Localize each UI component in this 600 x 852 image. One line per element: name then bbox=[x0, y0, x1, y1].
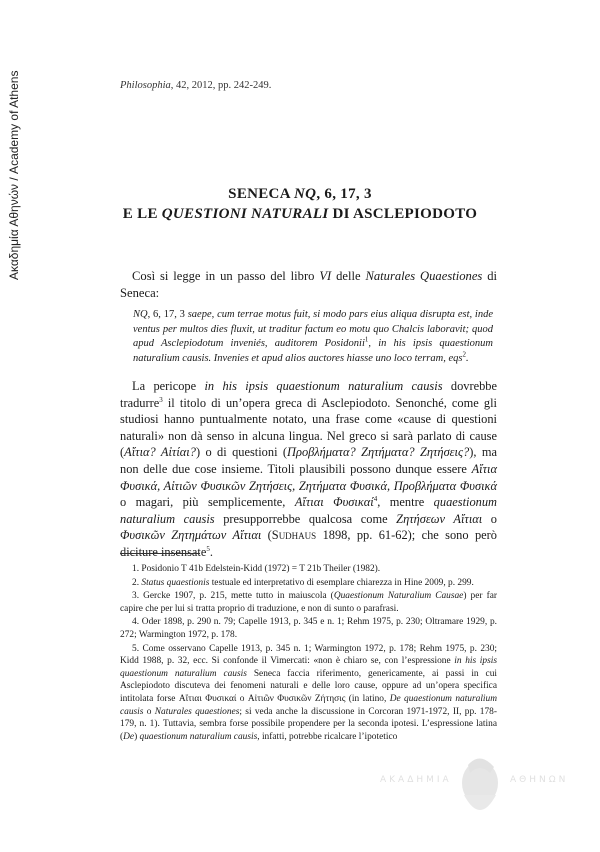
title-text: , 6, 17, 3 bbox=[316, 186, 372, 202]
academy-side-label bbox=[3, 40, 25, 280]
title-text: SENECA bbox=[228, 186, 295, 202]
quote-text: saepe, cum terrae motus fuit, si modo pars eius aliqua disrupta est, inde ventus per multos dies fluxit, ut traditur factum eo motu quo Chalcis laboravit; quod apud Asclepiodotum inveniés, auditorem Posidonii bbox=[133, 309, 493, 349]
text: di Seneca: bbox=[120, 269, 497, 300]
text: . bbox=[209, 544, 213, 559]
seneca-quotation bbox=[133, 308, 493, 366]
text: Seneca faccia riferimento, genericamente, ai passi in cui Asclepiodoto discuteva dei fenomeni naturali e delle loro cause, oppure ad un’opera specifica intitolata forse Αἴτιαι Φυσικαί o Αἰτιῶν Φυσικῶν Ζήτησις (in latino, bbox=[120, 668, 498, 704]
athena-head-icon bbox=[450, 755, 510, 825]
footnote-5 bbox=[120, 643, 497, 744]
text: o magari, più semplicemente, bbox=[120, 495, 295, 510]
footnote-3 bbox=[120, 590, 497, 615]
text: o bbox=[143, 706, 155, 717]
watermark-text-right: ΑΘΗΝΩΝ bbox=[510, 775, 569, 785]
title-italic: QUESTIONI NATURALI bbox=[161, 206, 329, 222]
quote-ref-num: , 6, 17, 3 bbox=[147, 309, 188, 320]
text-italic: Quaestionum Naturalium Causae bbox=[333, 591, 464, 602]
journal-citation bbox=[120, 80, 271, 91]
journal-details: , 42, 2012, pp. 242-249. bbox=[170, 80, 272, 91]
text: , infatti, potrebbe ricalcare l’ipotetico bbox=[257, 731, 398, 742]
footnote-4: 4. Oder 1898, p. 290 n. 79; Capelle 1913, p. 345 e n. 1; Rehm 1975, p. 230; Oltramare 1929, p. 272; Warmington 1972, p. 178. bbox=[120, 617, 497, 640]
article-title-line-2 bbox=[110, 206, 490, 223]
text: ( bbox=[261, 528, 272, 543]
quote-text: . bbox=[465, 352, 469, 364]
title-text: DI ASCLEPIODOTO bbox=[328, 206, 478, 222]
footnote-divider bbox=[120, 553, 200, 554]
footnotes bbox=[120, 563, 497, 744]
text: ) per far capire che per lui si tratta proprio di traduzione, e non di sunto o parafrasi. bbox=[120, 591, 498, 614]
footnote-ref: 4 bbox=[373, 495, 378, 504]
greek-text: Προβλήματα? Ζητήματα? Ζητήσεις? bbox=[287, 445, 470, 460]
footnote-ref: 1 bbox=[364, 335, 369, 344]
greek-text: Αἴτια? Αἰτίαι? bbox=[124, 445, 196, 460]
text: ), ma non delle due cose insieme. Titoli plausibili possono dunque essere bbox=[120, 445, 497, 476]
quote-ref: NQ bbox=[133, 309, 148, 320]
text: 3. Gercke 1907, p. 215, mette tutto in maiuscola ( bbox=[132, 591, 334, 602]
article-title-line-1 bbox=[110, 186, 490, 203]
text: il titolo di un’opera greca di Asclepiodoto. Senonché, come gli studiosi hanno puntualmente notato, una frase come «cause di questioni naturali» non dà senso in alcuna lingua. Nel greco si sarà parlato di cause ( bbox=[120, 395, 497, 460]
text: Così si legge in un passo del libro bbox=[132, 269, 320, 283]
text: testuale ed interpretativo di esemplare chiarezza in Hine 2009, p. 299. bbox=[209, 577, 474, 588]
text-italic: Status quaestionis bbox=[141, 577, 210, 588]
footnote-ref: 2 bbox=[462, 350, 466, 358]
greek-text: Ζητήσεων Αἴτιαι bbox=[396, 511, 483, 526]
text: ; si veda anche la discussione in Corcoran 1971-1972, II, pp. 178-179, n. 1). Tuttavia, sembra forse possibile propendere per la seconda ipotesi. L’espressione latina ( bbox=[120, 706, 497, 742]
greek-text: Αἴτια Φυσικά, Αἰτιῶν Φυσικῶν Ζητήσεις, Ζητήματα Φυσικά, Προβλήματα Φυσικά bbox=[120, 461, 497, 493]
watermark-text-left: ΑΚΑΔΗΜΙΑ bbox=[380, 775, 452, 785]
text: ) bbox=[134, 731, 140, 742]
text: La pericope bbox=[132, 379, 205, 393]
title-text: E LE bbox=[122, 206, 162, 222]
text: 5. Come osservano Capelle 1913, p. 345 n. 1; Warmington 1972, p. 178; Rehm 1975, p. 230; Kidd 1988, p. 32, ecc. Si confonde il Vimercati: «non è chiaro se, con l’espressione bbox=[120, 643, 497, 667]
academy-watermark bbox=[380, 755, 580, 825]
main-paragraph bbox=[120, 378, 497, 561]
footnote-1: 1. Posidonio T 41b Edelstein-Kidd (1972) = T 21b Theiler (1982). bbox=[132, 564, 381, 574]
footnote-2 bbox=[120, 577, 497, 590]
greek-text: Φυσικῶν Ζητημάτων Αἴτιαι bbox=[120, 528, 262, 543]
text-italic: in his ipsis quaestionum naturalium causis bbox=[120, 656, 497, 679]
text: o bbox=[482, 511, 497, 526]
greek-text: Αἴτιαι Φυσικαί bbox=[294, 495, 374, 510]
text: delle bbox=[331, 269, 366, 283]
academy-side-text: Ακαδημία Αθηνών / Academy of Athens bbox=[7, 70, 21, 280]
text-italic: Naturales Quaestiones bbox=[365, 269, 483, 283]
text-italic: De quaestionum naturalium causis bbox=[120, 693, 497, 717]
journal-name: Philosophia bbox=[120, 80, 171, 91]
text: 2. bbox=[132, 577, 142, 588]
text-italic: De bbox=[123, 731, 135, 742]
text: 1898, pp. 61-62); che sono però diciture insensate bbox=[120, 528, 497, 559]
footnote-ref: 3 bbox=[159, 395, 163, 404]
title-italic: NQ bbox=[294, 186, 317, 202]
footnote-ref: 5 bbox=[206, 544, 210, 553]
author-name: Sudhaus bbox=[271, 528, 317, 543]
text-italic: quaestionum naturalium causis bbox=[139, 731, 258, 742]
intro-paragraph bbox=[120, 268, 497, 302]
text: ) o di questioni ( bbox=[195, 445, 288, 460]
text-italic: VI bbox=[319, 269, 332, 283]
quote-text: , in his ipsis quaestionum naturalium causis. Invenies et apud alios auctores hiasse uno loco terram, eqs bbox=[133, 338, 493, 364]
text: presupporrebbe qualcosa come bbox=[214, 511, 397, 526]
text: , mentre bbox=[377, 495, 434, 510]
text-italic: in his ipsis quaestionum naturalium causis bbox=[204, 379, 443, 393]
text: dovrebbe tradurre bbox=[120, 379, 498, 410]
text-italic: quaestionum naturalium causis bbox=[120, 495, 497, 526]
text-italic: Naturales quaestiones bbox=[154, 706, 240, 717]
